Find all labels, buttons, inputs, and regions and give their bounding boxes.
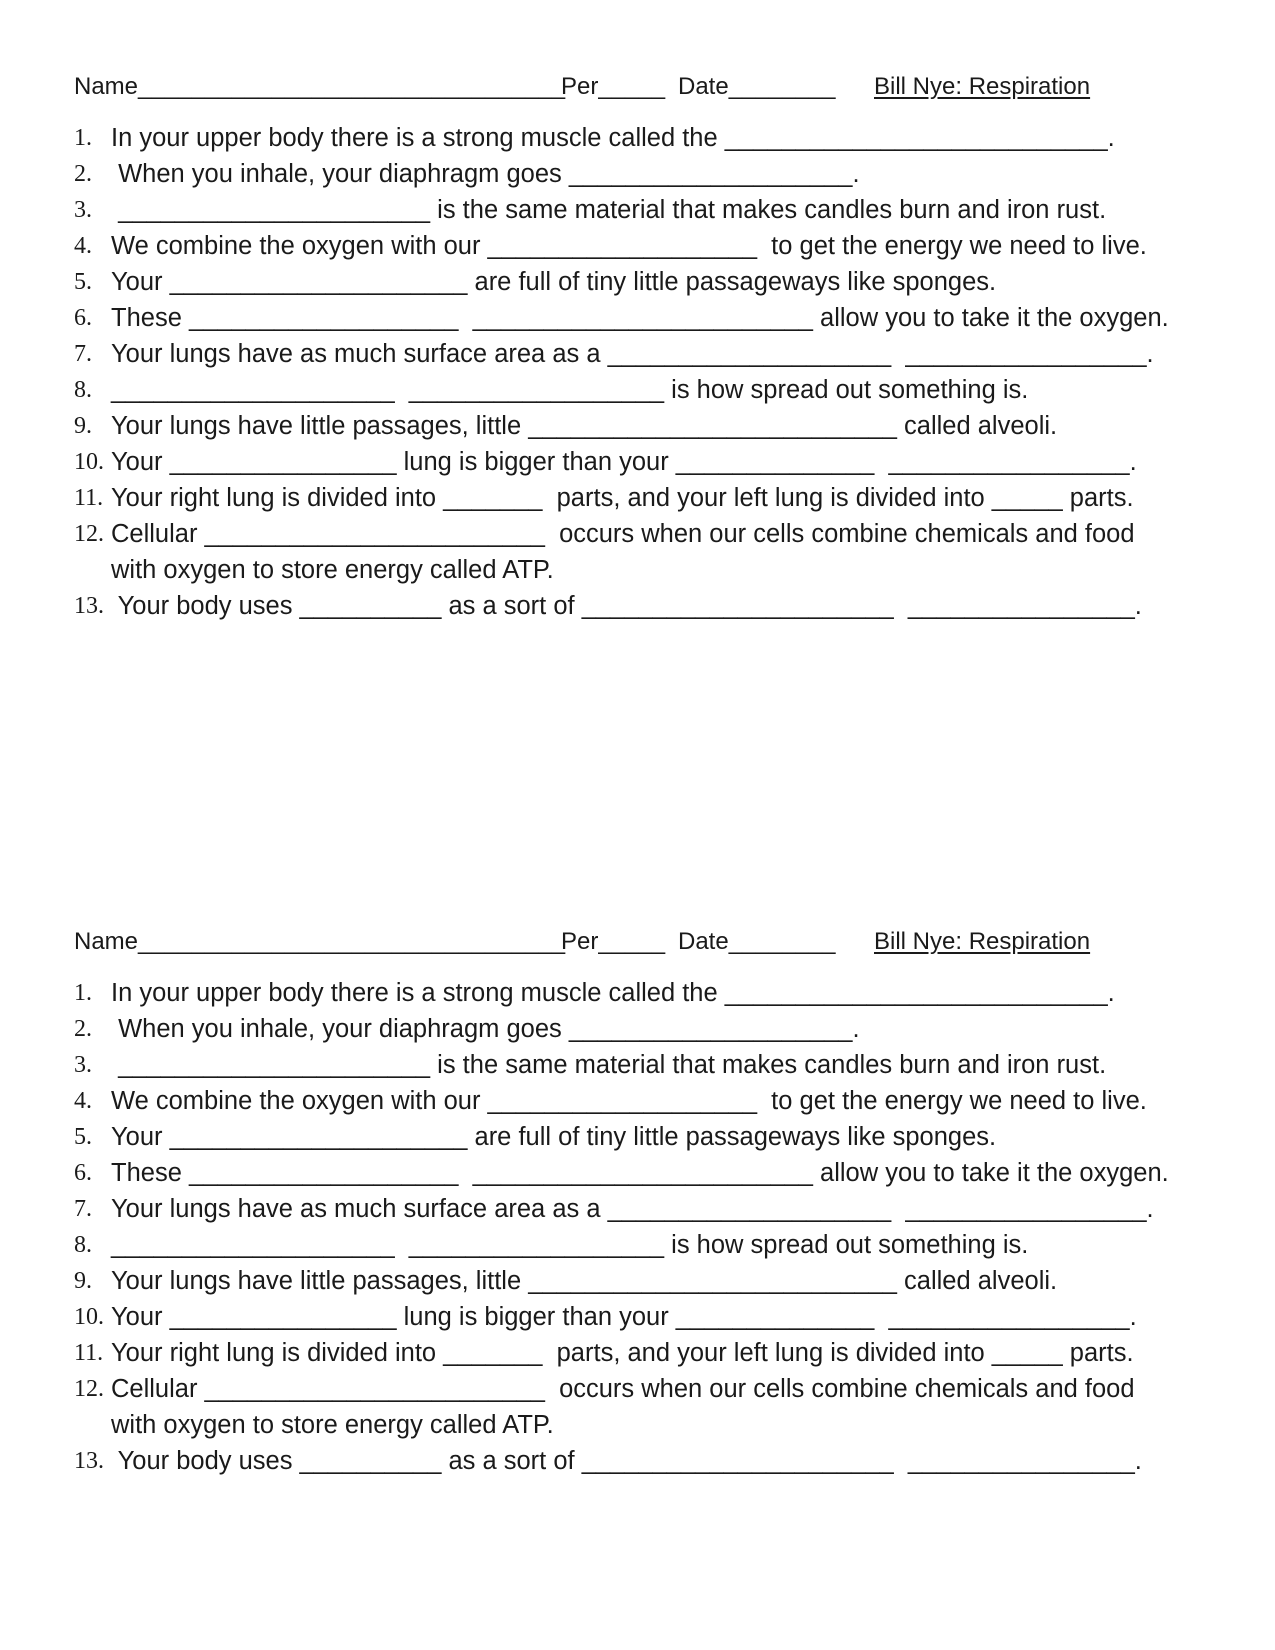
question-text-continued: with oxygen to store energy called ATP. [111, 556, 554, 584]
question-item [74, 372, 1204, 408]
question-number: 4. [74, 1088, 92, 1114]
question-number: 2. [74, 161, 92, 187]
question-text[interactable]: Your ________________ lung is bigger than your ______________ _________________. [111, 448, 1137, 476]
question-number: 12. [74, 521, 104, 547]
question-number: 10. [74, 449, 104, 475]
question-number: 6. [74, 1160, 92, 1186]
question-list [74, 120, 1204, 624]
question-item [74, 120, 1204, 156]
question-number: 9. [74, 413, 92, 439]
question-text[interactable]: Cellular ________________________ occurs when our cells combine chemicals and food [111, 520, 1135, 548]
question-number: 13. [74, 1448, 104, 1474]
question-number: 5. [74, 1124, 92, 1150]
question-item [74, 264, 1204, 300]
date-field[interactable]: Date________ [678, 73, 836, 100]
question-text[interactable]: ______________________ is the same material that makes candles burn and iron rust. [111, 1051, 1107, 1079]
question-item [74, 1047, 1204, 1083]
question-number: 5. [74, 269, 92, 295]
question-item [74, 1371, 1204, 1407]
question-text[interactable]: These ___________________ ________________________ allow you to take it the oxygen. [111, 304, 1169, 332]
question-list [74, 975, 1204, 1479]
question-text[interactable]: Your body uses __________ as a sort of ______________________ ________________. [111, 1447, 1142, 1475]
question-text-continued: with oxygen to store energy called ATP. [111, 1411, 554, 1439]
question-text[interactable]: We combine the oxygen with our ___________________ to get the energy we need to live. [111, 232, 1147, 260]
worksheet-header [74, 925, 1194, 959]
question-item [74, 516, 1204, 552]
question-number: 3. [74, 1052, 92, 1078]
question-text[interactable]: ______________________ is the same material that makes candles burn and iron rust. [111, 196, 1107, 224]
question-item [74, 1263, 1204, 1299]
question-text[interactable]: Your _____________________ are full of tiny little passageways like sponges. [111, 268, 997, 296]
question-item [74, 1119, 1204, 1155]
question-number: 11. [74, 485, 104, 511]
question-text[interactable]: ____________________ __________________ is how spread out something is. [111, 1231, 1029, 1259]
name-field[interactable]: Name________________________________ [74, 73, 566, 100]
question-item [74, 1299, 1204, 1335]
question-text[interactable]: When you inhale, your diaphragm goes ____________________. [111, 1015, 860, 1043]
question-number: 12. [74, 1376, 104, 1402]
question-number: 3. [74, 197, 92, 223]
worksheet-header [74, 70, 1194, 104]
question-text[interactable]: Your ________________ lung is bigger than your ______________ _________________. [111, 1303, 1137, 1331]
question-item [74, 444, 1204, 480]
question-text[interactable]: Your lungs have little passages, little __________________________ called alveoli. [111, 412, 1058, 440]
question-text[interactable]: When you inhale, your diaphragm goes ____________________. [111, 160, 860, 188]
question-item [74, 192, 1204, 228]
question-number: 9. [74, 1268, 92, 1294]
name-field[interactable]: Name________________________________ [74, 928, 566, 955]
question-item [74, 588, 1204, 624]
question-item [74, 1191, 1204, 1227]
question-item [74, 300, 1204, 336]
question-text[interactable]: Your lungs have as much surface area as a ____________________ _________________. [111, 1195, 1154, 1223]
question-continuation [74, 1407, 1204, 1443]
worksheet-title: Bill Nye: Respiration [874, 73, 1091, 100]
question-item [74, 1083, 1204, 1119]
question-item [74, 1335, 1204, 1371]
period-field[interactable]: Per_____ [561, 928, 666, 955]
question-number: 1. [74, 980, 92, 1006]
question-number: 10. [74, 1304, 104, 1330]
question-text[interactable]: Your right lung is divided into _______ parts, and your left lung is divided into _____ parts. [111, 1339, 1134, 1367]
question-text[interactable]: Cellular ________________________ occurs when our cells combine chemicals and food [111, 1375, 1135, 1403]
question-item [74, 1227, 1204, 1263]
question-number: 2. [74, 1016, 92, 1042]
question-text[interactable]: We combine the oxygen with our ___________________ to get the energy we need to live. [111, 1087, 1147, 1115]
question-item [74, 156, 1204, 192]
question-number: 4. [74, 233, 92, 259]
question-item [74, 1011, 1204, 1047]
question-text[interactable]: Your _____________________ are full of tiny little passageways like sponges. [111, 1123, 997, 1151]
question-text[interactable]: These ___________________ ________________________ allow you to take it the oxygen. [111, 1159, 1169, 1187]
question-item [74, 480, 1204, 516]
question-item [74, 1443, 1204, 1479]
question-item [74, 408, 1204, 444]
question-text[interactable]: Your right lung is divided into _______ parts, and your left lung is divided into _____ parts. [111, 484, 1134, 512]
question-text[interactable]: In your upper body there is a strong muscle called the ___________________________. [111, 979, 1115, 1007]
question-number: 8. [74, 377, 92, 403]
question-text[interactable]: Your body uses __________ as a sort of ______________________ ________________. [111, 592, 1142, 620]
question-text[interactable]: ____________________ __________________ is how spread out something is. [111, 376, 1029, 404]
date-field[interactable]: Date________ [678, 928, 836, 955]
question-item [74, 975, 1204, 1011]
question-continuation [74, 552, 1204, 588]
question-text[interactable]: In your upper body there is a strong muscle called the ___________________________. [111, 124, 1115, 152]
question-number: 13. [74, 593, 104, 619]
question-number: 6. [74, 305, 92, 331]
question-number: 8. [74, 1232, 92, 1258]
question-item [74, 228, 1204, 264]
worksheet-title: Bill Nye: Respiration [874, 928, 1091, 955]
question-number: 7. [74, 341, 92, 367]
question-item [74, 336, 1204, 372]
question-number: 1. [74, 125, 92, 151]
question-number: 11. [74, 1340, 104, 1366]
question-number: 7. [74, 1196, 92, 1222]
period-field[interactable]: Per_____ [561, 73, 666, 100]
question-item [74, 1155, 1204, 1191]
question-text[interactable]: Your lungs have as much surface area as a ____________________ _________________. [111, 340, 1154, 368]
question-text[interactable]: Your lungs have little passages, little __________________________ called alveoli. [111, 1267, 1058, 1295]
